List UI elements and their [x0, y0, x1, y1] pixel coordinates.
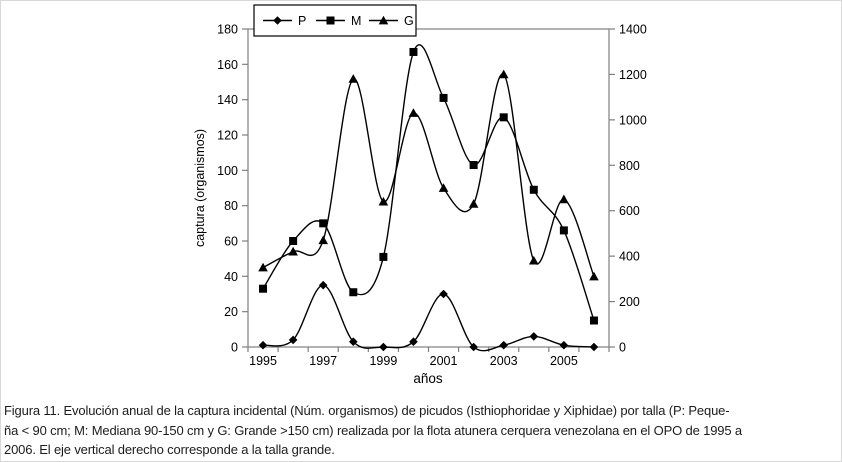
- left-axis-tick-label: 100: [217, 163, 238, 178]
- x-axis-tick-label: 1999: [369, 354, 398, 368]
- chart-area: [1, 1, 842, 399]
- triangle-marker: [499, 70, 509, 79]
- caption-line: ña < 90 cm; M: Mediana 90-150 cm y G: Grande >150 cm) realizada por la flota atunera cerquera venezolana en el OPO de 1995 a: [4, 422, 743, 438]
- series-P-line: [263, 285, 594, 351]
- square-marker: [560, 226, 568, 234]
- square-marker: [289, 237, 297, 245]
- line-chart-svg: [1, 1, 842, 399]
- series-G: [258, 70, 599, 281]
- left-axis-tick-label: 80: [224, 199, 238, 214]
- square-marker: [379, 253, 387, 261]
- diamond-marker: [529, 332, 538, 341]
- caption-line: 2006. El eje vertical derecho corresponde a la talla grande.: [4, 442, 335, 457]
- right-axis-tick-label: 1400: [619, 22, 647, 37]
- caption-line: Figura 11. Evolución anual de la captura incidental (Núm. organismos) de picudos (Isthiophoridae y Xiphidae) por talla (P: Peque-: [4, 403, 730, 418]
- right-axis-tick-label: 1000: [619, 113, 647, 128]
- legend-label: G: [404, 14, 414, 28]
- diamond-marker: [379, 343, 388, 352]
- legend-label: P: [298, 14, 307, 28]
- left-axis-tick-label: 60: [224, 234, 238, 249]
- x-axis-tick-label: 1995: [249, 354, 277, 368]
- left-axis-title: captura (organismos): [193, 128, 207, 248]
- right-axis-tick-label: 800: [619, 158, 640, 173]
- x-axis-ticks: [248, 347, 609, 368]
- square-marker: [470, 161, 478, 169]
- figure-caption: [4, 401, 840, 460]
- chart-generated: [217, 23, 647, 369]
- left-axis-tick-label: 40: [224, 269, 238, 284]
- square-marker: [500, 113, 508, 121]
- triangle-marker: [439, 183, 449, 192]
- left-axis-tick-label: 20: [224, 305, 238, 320]
- diamond-marker: [319, 281, 328, 290]
- right-axis-tick-label: 200: [619, 295, 640, 310]
- left-axis-tick-label: 120: [217, 128, 238, 143]
- right-axis-tick-label: 400: [619, 249, 640, 264]
- diamond-marker: [560, 341, 569, 350]
- right-axis-tick-label: 600: [619, 204, 640, 219]
- series-M-line: [263, 45, 594, 321]
- triangle-marker: [529, 256, 539, 265]
- diamond-marker: [259, 341, 268, 350]
- right-axis-ticks: [609, 23, 647, 355]
- right-axis-tick-label: 1200: [619, 67, 647, 82]
- x-axis-tick-label: 2003: [489, 354, 518, 368]
- x-axis-title: años: [413, 371, 443, 386]
- right-axis-tick-label: 0: [619, 340, 626, 355]
- square-marker: [349, 288, 357, 296]
- square-marker: [327, 17, 335, 25]
- triangle-marker: [589, 272, 599, 281]
- left-axis-tick-label: 160: [217, 57, 238, 72]
- x-axis-tick-label: 2001: [429, 354, 458, 368]
- left-axis-tick-label: 0: [231, 340, 238, 355]
- square-marker: [440, 94, 448, 102]
- left-axis-tick-label: 180: [217, 22, 238, 37]
- diamond-marker: [590, 343, 599, 352]
- series-P: [259, 281, 599, 351]
- series-G-line: [263, 74, 594, 277]
- left-axis-ticks: [217, 23, 248, 355]
- series-M: [259, 45, 598, 325]
- plot-frame: [248, 29, 609, 347]
- square-marker: [409, 48, 417, 56]
- triangle-marker: [469, 199, 479, 208]
- legend: [254, 5, 416, 36]
- square-marker: [259, 285, 267, 293]
- left-axis-tick-label: 140: [217, 93, 238, 108]
- square-marker: [590, 317, 598, 325]
- triangle-marker: [409, 108, 419, 117]
- x-axis-tick-label: 1997: [309, 354, 338, 368]
- triangle-marker: [258, 263, 268, 272]
- legend-label: M: [351, 14, 362, 28]
- diamond-marker: [439, 290, 448, 299]
- triangle-marker: [318, 235, 328, 244]
- triangle-marker: [559, 195, 569, 204]
- diamond-marker: [499, 341, 508, 350]
- square-marker: [530, 186, 538, 194]
- x-axis-tick-label: 2005: [549, 354, 578, 368]
- triangle-marker: [348, 74, 358, 83]
